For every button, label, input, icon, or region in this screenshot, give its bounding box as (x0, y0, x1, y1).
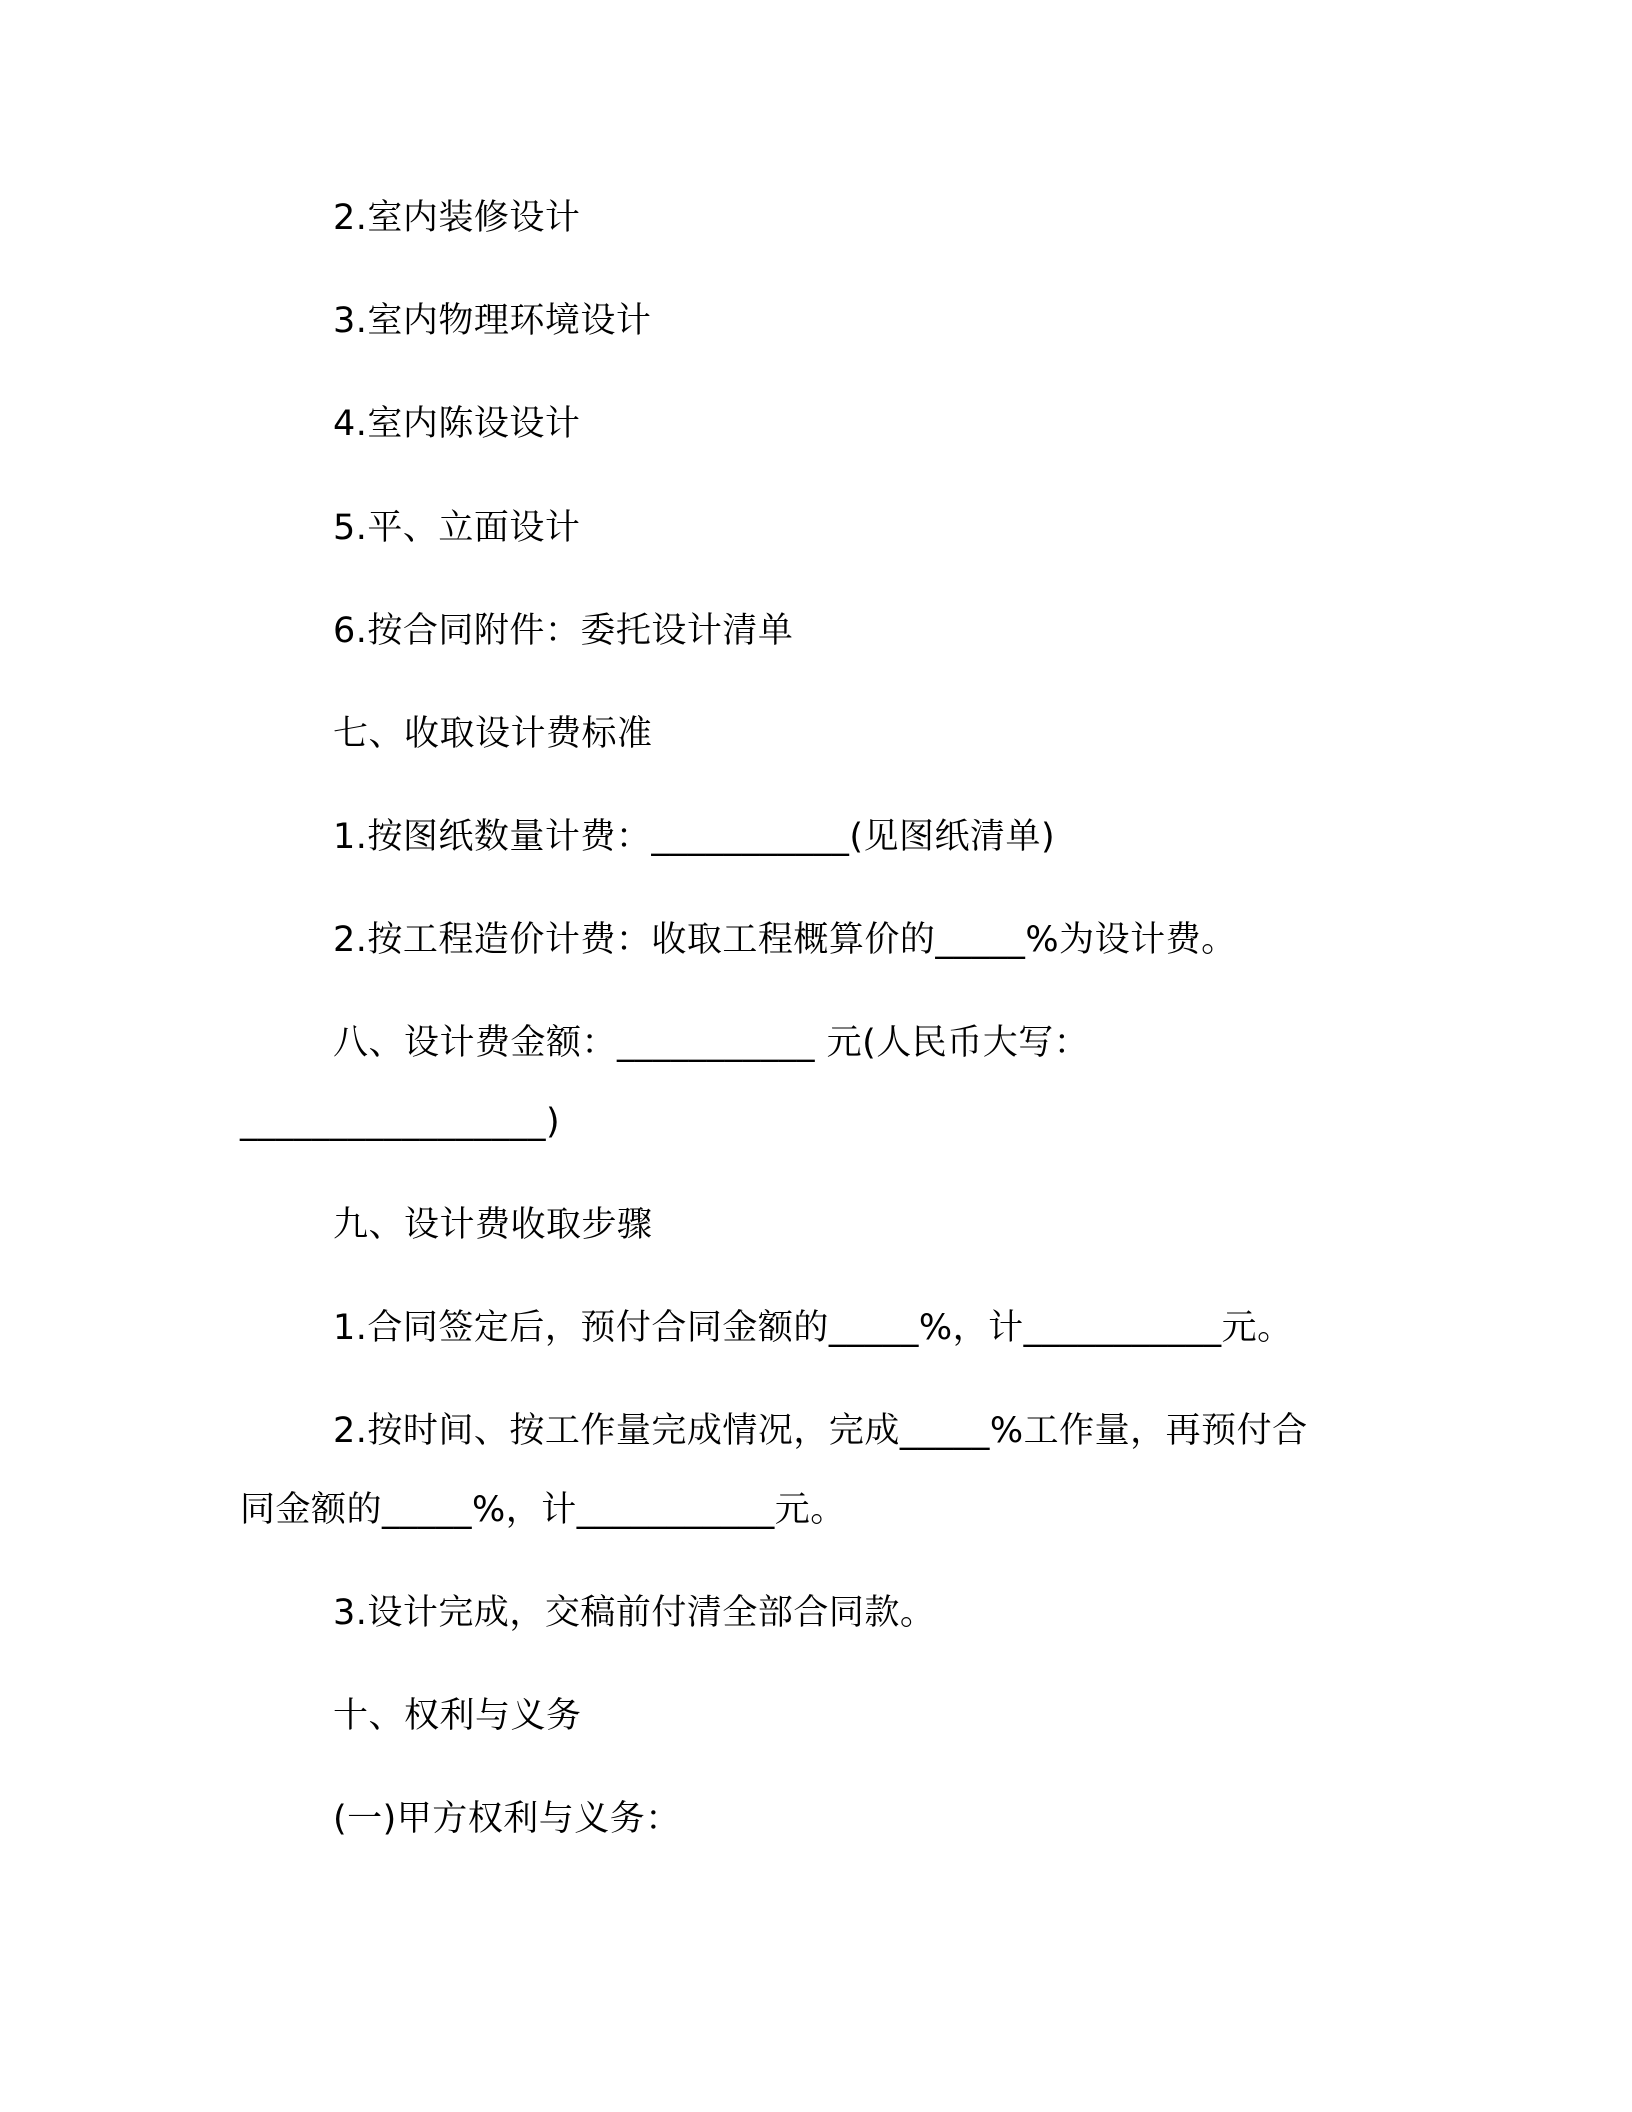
section-heading-fee-amount: 八、设计费金额：___________ 元(人民币大写： (333, 1023, 1090, 1063)
clause-fee-by-drawings: 1.按图纸数量计费：___________(见图纸清单) (333, 817, 1056, 857)
section-heading-rights-obligations: 十、权利与义务 (333, 1696, 582, 1736)
clause-advance-payment: 1.合同签定后，预付合同金额的_____%，计___________元。 (333, 1308, 1293, 1348)
clause-final-payment: 3.设计完成，交稿前付清全部合同款。 (333, 1593, 936, 1633)
list-item-furnishing-design: 4.室内陈设设计 (333, 404, 581, 444)
clause-progress-payment: 2.按时间、按工作量完成情况，完成_____%工作量，再预付合 (333, 1411, 1308, 1451)
list-item-contract-attachment: 6.按合同附件：委托设计清单 (333, 611, 794, 651)
list-item-interior-decoration-design: 2.室内装修设计 (333, 198, 581, 238)
clause-fee-by-cost: 2.按工程造价计费：收取工程概算价的_____%为设计费。 (333, 920, 1237, 960)
clause-progress-payment-continuation: 同金额的_____%，计___________元。 (240, 1490, 846, 1530)
section-heading-fee-standard: 七、收取设计费标准 (333, 714, 653, 754)
section-heading-payment-steps: 九、设计费收取步骤 (333, 1205, 653, 1245)
subheading-party-a-rights: (一)甲方权利与义务： (333, 1799, 681, 1839)
list-item-plan-elevation-design: 5.平、立面设计 (333, 508, 581, 548)
list-item-physical-environment-design: 3.室内物理环境设计 (333, 301, 652, 341)
fee-amount-continuation: _________________) (240, 1102, 561, 1142)
